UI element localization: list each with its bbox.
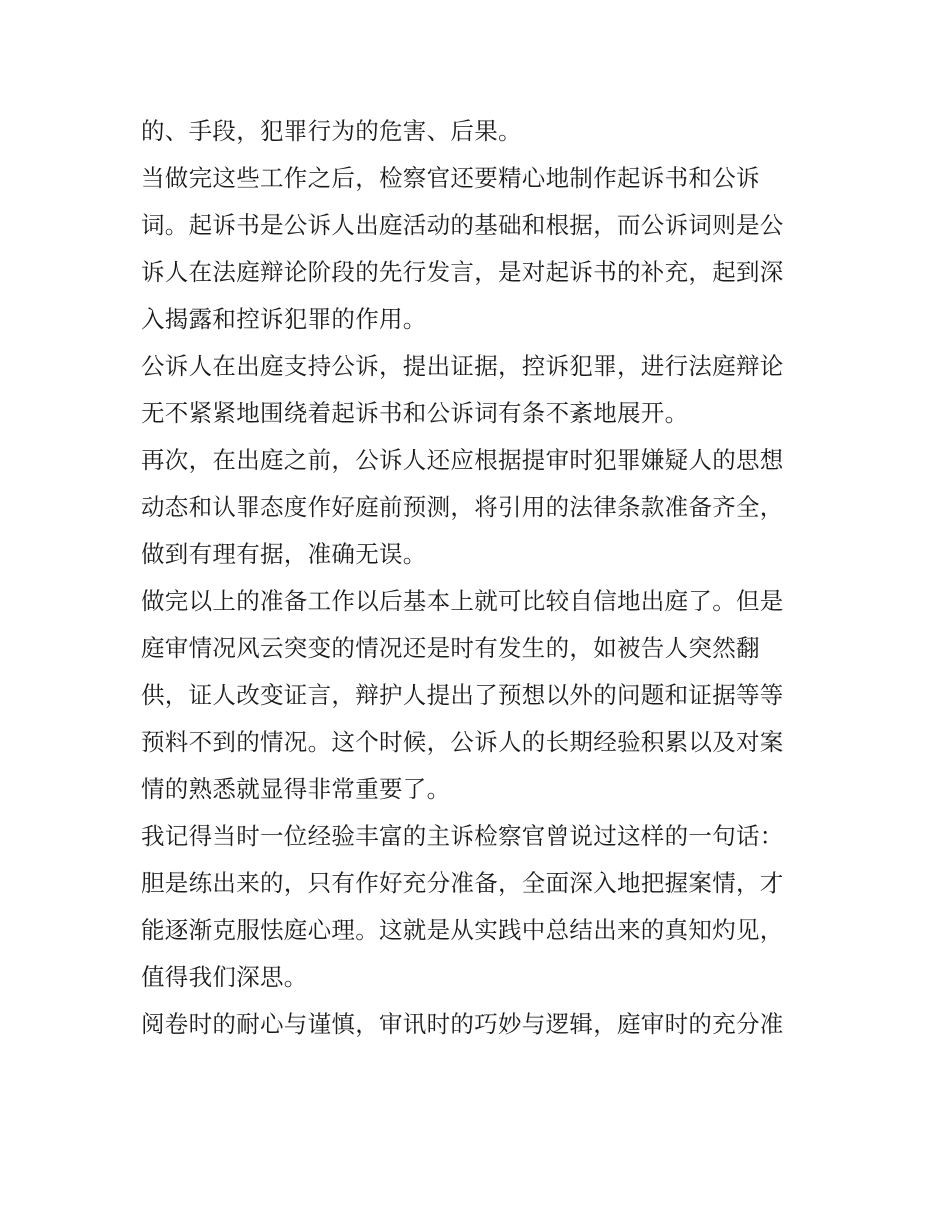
text-line: 能逐渐克服怯庭心理。这就是从实践中总结出来的真知灼见，	[141, 916, 784, 944]
text-line: 再次，在出庭之前，公诉人还应根据提审时犯罪嫌疑人的思想	[141, 446, 784, 474]
text-line: 当做完这些工作之后，检察官还要精心地制作起诉书和公诉	[141, 164, 760, 192]
text-line: 做到有理有据，准确无误。	[141, 540, 427, 568]
text-line: 入揭露和控诉犯罪的作用。	[141, 305, 427, 333]
text-line: 做完以上的准备工作以后基本上就可比较自信地出庭了。但是	[141, 587, 784, 615]
text-line: 供，证人改变证言，辩护人提出了预想以外的问题和证据等等	[141, 681, 784, 709]
text-line: 的、手段，犯罪行为的危害、后果。	[141, 117, 522, 145]
text-line: 动态和认罪态度作好庭前预测，将引用的法律条款准备齐全，	[141, 493, 784, 521]
text-line: 情的熟悉就显得非常重要了。	[141, 775, 451, 803]
text-line: 我记得当时一位经验丰富的主诉检察官曾说过这样的一句话：	[141, 822, 784, 850]
text-line: 预料不到的情况。这个时候，公诉人的长期经验积累以及对案	[141, 728, 784, 756]
text-line: 公诉人在出庭支持公诉，提出证据，控诉犯罪，进行法庭辩论	[141, 352, 784, 380]
text-line: 值得我们深思。	[141, 963, 308, 991]
text-line: 胆是练出来的，只有作好充分准备，全面深入地把握案情，才	[141, 869, 784, 897]
text-line: 无不紧紧地围绕着起诉书和公诉词有条不紊地展开。	[141, 399, 689, 427]
text-line: 阅卷时的耐心与谨慎，审讯时的巧妙与逻辑，庭审时的充分准	[141, 1010, 784, 1038]
text-line: 庭审情况风云突变的情况还是时有发生的，如被告人突然翻	[141, 634, 760, 662]
text-line: 诉人在法庭辩论阶段的先行发言，是对起诉书的补充，起到深	[141, 258, 784, 286]
text-line: 词。起诉书是公诉人出庭活动的基础和根据，而公诉词则是公	[141, 211, 784, 239]
document-body	[141, 108, 813, 1048]
